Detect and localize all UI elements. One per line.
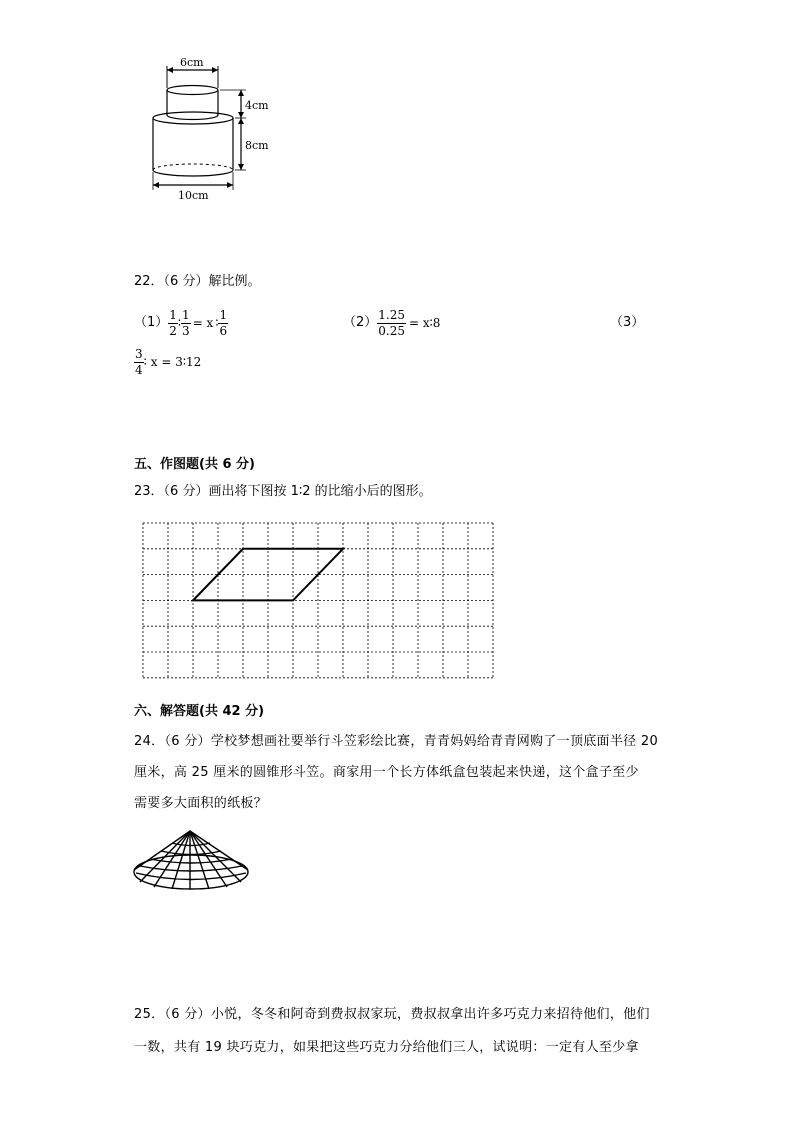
q22-p2-label: （2）: [343, 315, 378, 330]
q22-part3: $\frac{3}{4}$ ∶ x = 3∶12: [135, 346, 202, 377]
q24-line-2: 厘米，高 25 厘米的圆锥形斗笠。商家用一个长方体纸盒包装起来快递，这个盒子至少: [134, 765, 639, 780]
fraction: $\frac{1}{2}$: [169, 307, 177, 338]
q22-p3-eq: x = 3∶12: [150, 355, 202, 369]
q24-line-1: 24．（6 分）学校梦想画社要举行斗笠彩绘比赛，青青妈妈给青青网购了一顶底面半径 20: [134, 734, 659, 749]
q22-part1: （1） $\frac{1}{2}$ ∶ $\frac{1}{3}$ = x ∶ $\frac{1}{6}$: [134, 307, 228, 338]
q25-line-1: 25．（6 分）小悦，冬冬和阿奇到费叔叔家玩，费叔叔拿出许多巧克力来招待他们，他们: [134, 1007, 650, 1022]
q22-p1-eq: = x: [192, 316, 214, 330]
bottom-height-label: 8cm: [245, 139, 269, 152]
grid-figure: [140, 520, 500, 682]
cone-hat-figure: [130, 828, 252, 894]
top-height-label: 4cm: [245, 99, 269, 112]
section-6-title: 六、解答题(共 42 分): [134, 704, 265, 719]
q22-p1-label: （1）: [134, 315, 169, 330]
q22-part2: [343, 305, 440, 341]
bottom-diameter-label: 10cm: [178, 189, 209, 202]
fraction: $\frac{3}{4}$: [135, 346, 143, 377]
stacked-cylinders-figure: [140, 58, 280, 208]
fraction: $\frac{1.25}{0.25}$: [378, 307, 405, 338]
q22-p2-eq: = x∶8: [409, 316, 441, 330]
q24-line-3: 需要多大面积的纸板？: [134, 796, 268, 811]
q22-header: 22．（6 分）解比例。: [134, 274, 261, 289]
q22-p3-label: （3）: [610, 315, 645, 330]
fraction: $\frac{1}{6}$: [219, 307, 228, 338]
top-diameter-label: 6cm: [180, 58, 204, 69]
q25-line-2: 一数，共有 19 块巧克力，如果把这些巧克力分给他们三人，试说明：一定有人至少拿: [134, 1040, 639, 1055]
q23-text: 23．（6 分）画出将下图按 1∶2 的比缩小后的图形。: [134, 484, 432, 499]
section-5-title: 五、作图题(共 6 分): [134, 457, 255, 472]
fraction: $\frac{1}{3}$: [182, 307, 190, 338]
